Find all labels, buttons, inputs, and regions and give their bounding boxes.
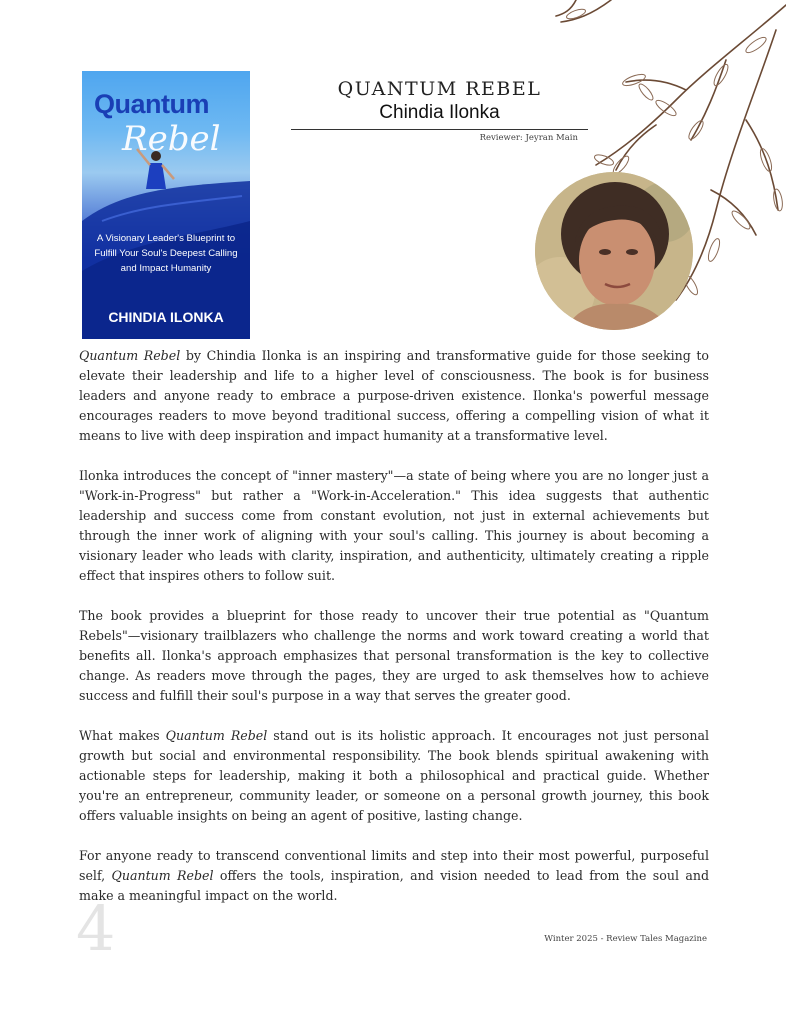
paragraph-text: For anyone ready to transcend conventional limits and step into their most powerful, purposeful self, bbox=[79, 848, 709, 883]
review-article bbox=[79, 346, 709, 926]
book-title-inline: Quantum Rebel bbox=[111, 868, 214, 883]
magazine-issue: Winter 2025 - Review Tales Magazine bbox=[544, 934, 707, 944]
book-cover bbox=[82, 71, 250, 339]
reviewer-credit: Reviewer: Jeyran Main bbox=[479, 133, 578, 143]
book-title-inline: Quantum Rebel bbox=[79, 348, 181, 363]
paragraph-1 bbox=[79, 346, 709, 446]
cover-title: Quantum bbox=[94, 89, 209, 119]
review-header bbox=[291, 78, 588, 143]
paragraph-5 bbox=[79, 846, 709, 906]
cover-subtitle: A Visionary Leader's Blueprint to Fulfill Your Soul's Deepest Calling and Impact Humanity bbox=[94, 233, 238, 274]
paragraph-2: Ilonka introduces the concept of "inner mastery"—a state of being where you are no longer just a "Work-in-Progress" but rather a "Work-in-Acceleration." This idea suggests that authentic leadership and success come from constant evolution, not just in external achievements but through the inner work of aligning with your soul's calling. This journey is about becoming a visionary leader who leads with clarity, inspiration, and authenticity, ultimately creating a ripple effect that inspires others to follow suit. bbox=[79, 468, 709, 583]
paragraph-text: offers the tools, inspiration, and vision needed to lead from the soul and make a meaningful impact on the world. bbox=[79, 868, 710, 903]
book-title: QUANTUM REBEL bbox=[337, 78, 542, 100]
author-photo bbox=[535, 172, 693, 330]
paragraph-text: What makes bbox=[79, 728, 166, 743]
book-title-inline: Quantum Rebel bbox=[165, 728, 268, 743]
paragraph-4 bbox=[79, 726, 709, 826]
paragraph-3: The book provides a blueprint for those ready to uncover their true potential as "Quantum Rebels"—visionary trailblazers who challenge the norms and work toward creating a world that benefits all. Ilonka's approach emphasizes that personal transformation is the key to collective change. As readers move through the pages, they are urged to ask themselves how to achieve success and fulfill their soul's purpose in a way that serves the greater good. bbox=[79, 608, 709, 703]
page-number: 4 bbox=[76, 892, 116, 965]
paragraph-text: by Chindia Ilonka is an inspiring and transformative guide for those seeking to elevate their leadership and life to a higher level of consciousness. The book is for business leaders and anyone ready to embrace a purpose-driven existence. Ilonka's powerful message encourages readers to move beyond traditional success, offering a compelling vision of what it means to live with deep inspiration and impact humanity at a transformative level. bbox=[79, 348, 709, 443]
cover-author: CHINDIA ILONKA bbox=[108, 309, 224, 325]
paragraph-text: stand out is its holistic approach. It encourages not just personal growth but social and environmental responsibility. The book blends spiritual awakening with actionable steps for leadership, making it both a philosophical and practical guide. Whether you're an entrepreneur, community leader, or someone on a personal growth journey, this book offers valuable insights on being an agent of positive, lasting change. bbox=[79, 728, 709, 823]
book-author: Chindia Ilonka bbox=[379, 102, 500, 123]
cover-script-title: Rebel bbox=[122, 119, 221, 159]
header-divider bbox=[291, 129, 588, 130]
